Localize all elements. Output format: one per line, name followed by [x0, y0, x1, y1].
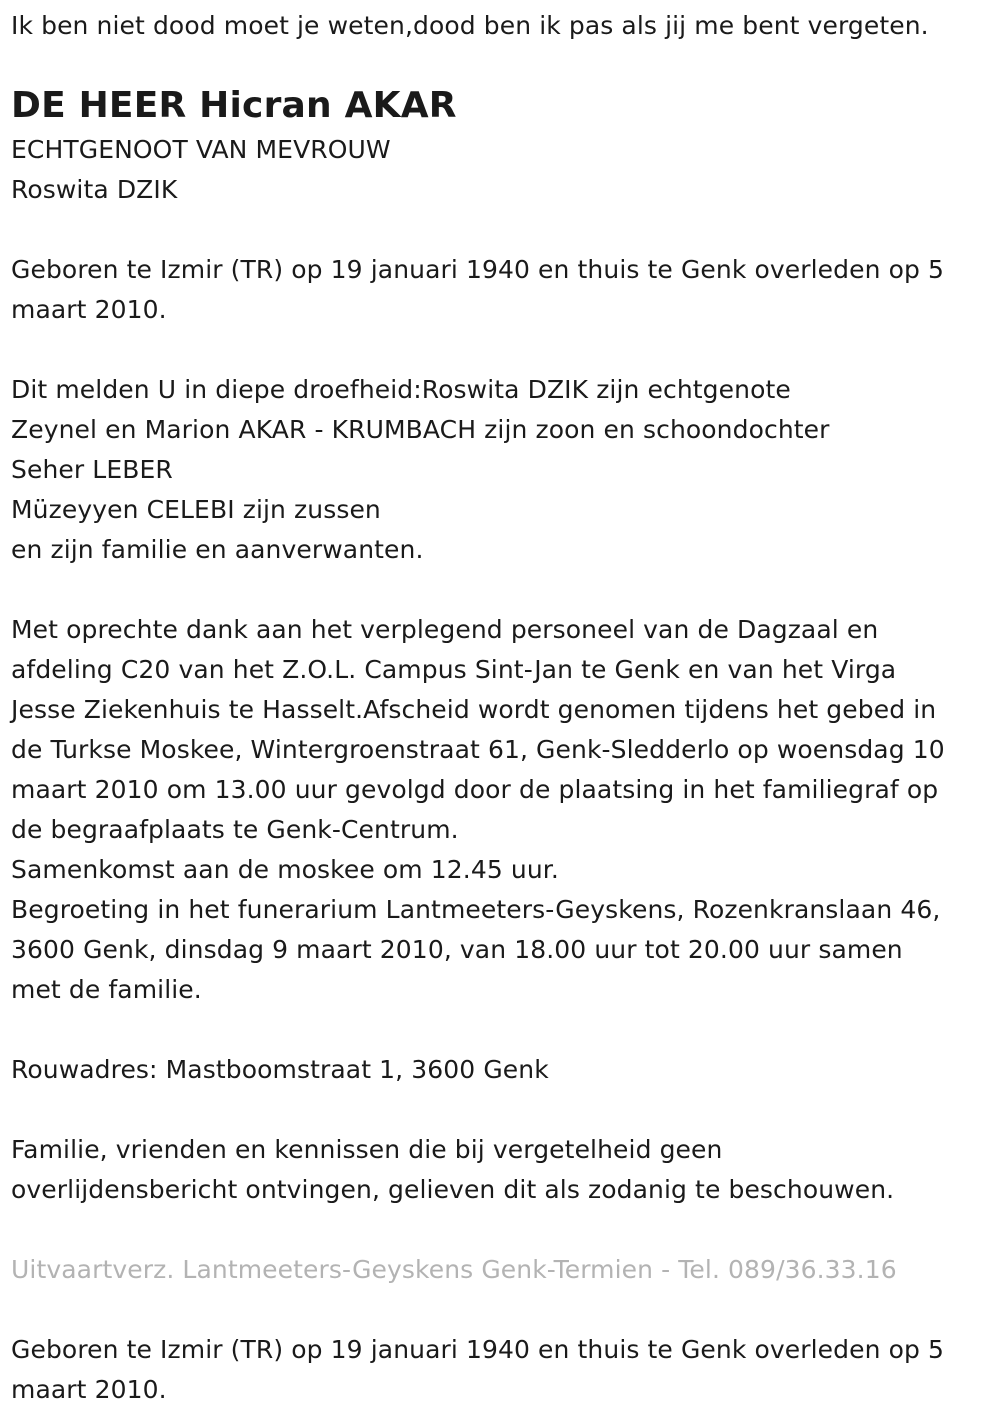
relation-text: ECHTGENOOT VAN MEVROUW — [11, 135, 391, 164]
spacer — [11, 1090, 988, 1130]
paragraph-line: Müzeyyen CELEBI zijn zussen — [11, 495, 381, 524]
notice-paragraph — [11, 1130, 988, 1210]
paragraph-line: Met oprechte dank aan het verplegend personeel van de Dagzaal en — [11, 615, 879, 644]
family-paragraph — [11, 370, 988, 570]
spouse-name: Roswita DZIK — [11, 175, 178, 204]
paragraph-line: Jesse Ziekenhuis te Hasselt.Afscheid wordt genomen tijdens het gebed in — [11, 695, 937, 724]
spacer — [11, 1210, 988, 1250]
paragraph-line: de Turkse Moskee, Wintergroenstraat 61, Genk-Sledderlo op woensdag 10 — [11, 735, 945, 764]
paragraph-line: Geboren te Izmir (TR) op 19 januari 1940 en thuis te Genk overleden op 5 — [11, 1335, 945, 1364]
spacer — [11, 1010, 988, 1050]
paragraph-line: Samenkomst aan de moskee om 12.45 uur. — [11, 855, 559, 884]
paragraph-line: maart 2010 om 13.00 uur gevolgd door de plaatsing in het familiegraf op — [11, 775, 939, 804]
birth-death-repeat-paragraph — [11, 1330, 988, 1410]
paragraph-line: met de familie. — [11, 975, 202, 1004]
paragraph-line: maart 2010. — [11, 1375, 167, 1404]
paragraph-line: Zeynel en Marion AKAR - KRUMBACH zijn zoon en schoondochter — [11, 415, 830, 444]
spacer — [11, 330, 988, 370]
paragraph-line: afdeling C20 van het Z.O.L. Campus Sint-Jan te Genk en van het Virga — [11, 655, 897, 684]
spacer — [11, 210, 988, 250]
thanks-paragraph — [11, 610, 988, 1010]
motto-text: Ik ben niet dood moet je weten,dood ben ik pas als jij me bent vergeten. — [11, 11, 929, 40]
paragraph-line: en zijn familie en aanverwanten. — [11, 535, 424, 564]
paragraph-line: Seher LEBER — [11, 455, 173, 484]
paragraph-line: 3600 Genk, dinsdag 9 maart 2010, van 18.00 uur tot 20.00 uur samen — [11, 935, 903, 964]
paragraph-line: maart 2010. — [11, 295, 167, 324]
funeral-home-credit: Uitvaartverz. Lantmeeters-Geyskens Genk-Termien - Tel. 089/36.33.16 — [11, 1255, 897, 1284]
paragraph-line: Familie, vrienden en kennissen die bij vergetelheid geen — [11, 1135, 723, 1164]
spacer — [11, 570, 988, 610]
paragraph-line: Dit melden U in diepe droefheid:Roswita DZIK zijn echtgenote — [11, 375, 791, 404]
deceased-name-heading: DE HEER Hicran AKAR — [11, 85, 457, 126]
spacer — [11, 1290, 988, 1330]
paragraph-line: de begraafplaats te Genk-Centrum. — [11, 815, 459, 844]
paragraph-line: Geboren te Izmir (TR) op 19 januari 1940 en thuis te Genk overleden op 5 — [11, 255, 945, 284]
paragraph-line: Begroeting in het funerarium Lantmeeters-Geyskens, Rozenkranslaan 46, — [11, 895, 941, 924]
mourning-address: Rouwadres: Mastboomstraat 1, 3600 Genk — [11, 1055, 549, 1084]
birth-death-paragraph — [11, 250, 988, 330]
paragraph-line: overlijdensbericht ontvingen, gelieven dit als zodanig te beschouwen. — [11, 1175, 895, 1204]
